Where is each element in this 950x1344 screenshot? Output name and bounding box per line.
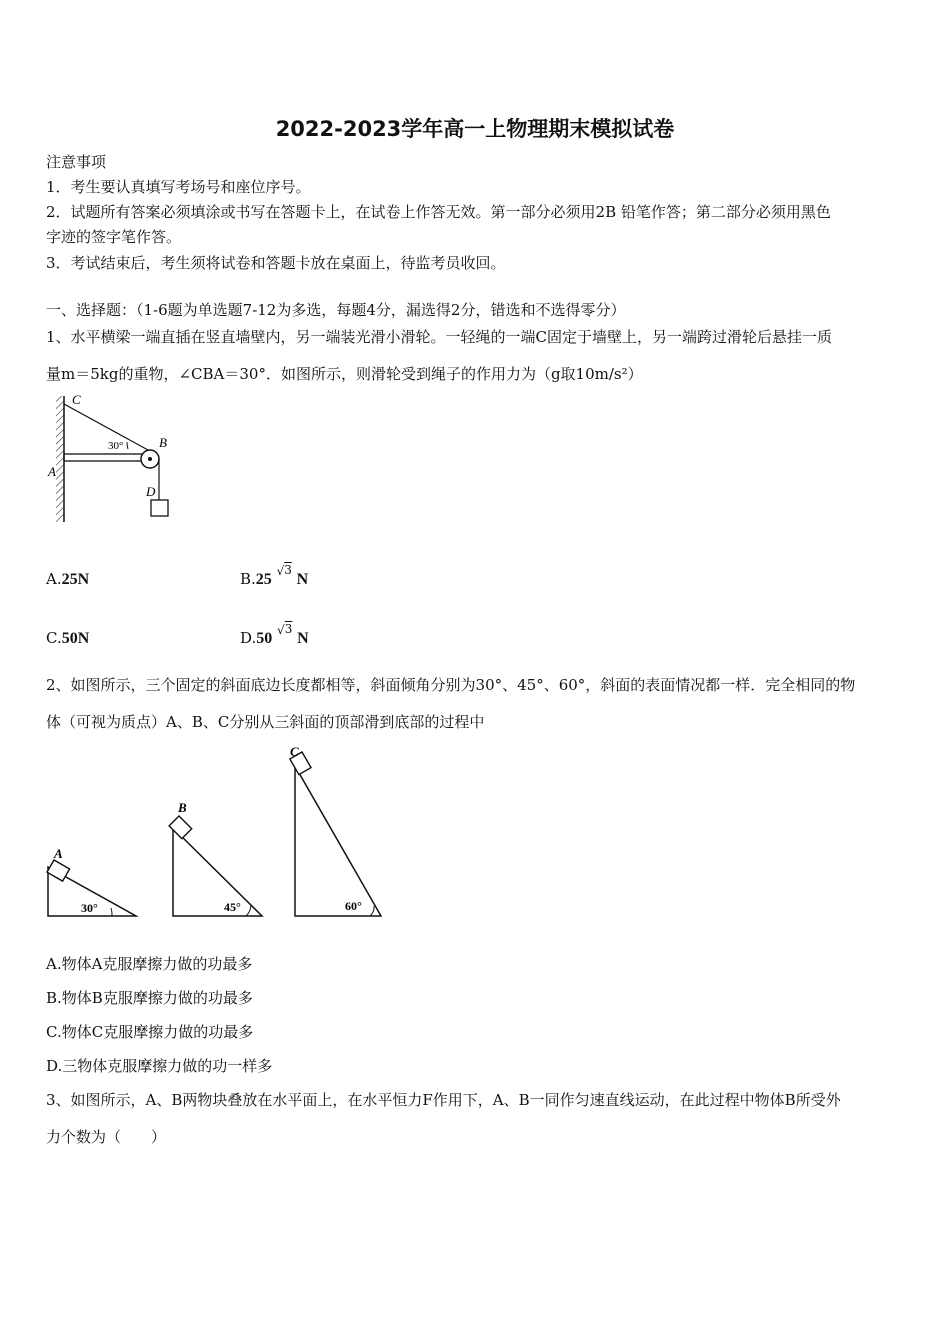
label-a: A bbox=[54, 846, 63, 861]
option-d: D.三物体克服摩擦力做的功一样多 bbox=[46, 1057, 273, 1075]
angle-label: 30° bbox=[108, 440, 124, 452]
notice-heading: 注意事项 bbox=[46, 153, 107, 171]
question-1-text: 量m＝5kg的重物，∠CBA＝30°．如图所示，则滑轮受到绳子的作用力为（g取10m/s²） bbox=[46, 365, 643, 383]
label-d: D bbox=[146, 484, 156, 499]
option-a: A.物体A克服摩擦力做的功最多 bbox=[46, 955, 253, 973]
notice-item: 1．考生要认真填写考场号和座位序号。 bbox=[46, 178, 311, 196]
sqrt-symbol: √3 bbox=[276, 563, 292, 578]
option-c: C.50N bbox=[46, 629, 90, 647]
label-b: B bbox=[159, 435, 167, 450]
label-c: C bbox=[290, 744, 299, 759]
option-d: D.50 $^{√3}$ N bbox=[240, 622, 309, 647]
sqrt-symbol: √3 bbox=[277, 622, 293, 637]
question-3-text: 力个数为（ ） bbox=[46, 1128, 167, 1146]
notice-item: 2．试题所有答案必须填涂或书写在答题卡上，在试卷上作答无效。第一部分必须用2B 铅笔作答；第二部分必须用黑色 bbox=[46, 203, 831, 221]
angle-45: 45° bbox=[224, 900, 241, 914]
label-c: C bbox=[72, 392, 81, 407]
option-c: C.物体C克服摩擦力做的功最多 bbox=[46, 1023, 254, 1041]
question-3-text: 3、如图所示，A、B两物块叠放在水平面上，在水平恒力F作用下，A、B一同作匀速直线运动，在此过程中物体B所受外 bbox=[46, 1091, 841, 1109]
question-2-text: 体（可视为质点）A、B、C分别从三斜面的顶部滑到底部的过程中 bbox=[46, 713, 485, 731]
angle-60: 60° bbox=[345, 899, 362, 913]
pulley-figure bbox=[44, 392, 184, 527]
option-b: B.物体B克服摩擦力做的功最多 bbox=[46, 989, 253, 1007]
section-heading: 一、选择题：（1-6题为单选题7-12为多选，每题4分，漏选得2分，错选和不选得零分） bbox=[46, 301, 626, 319]
inclines-figure bbox=[40, 740, 390, 925]
option-b: B.25 $^{√3}$ N bbox=[240, 563, 309, 588]
label-a: A bbox=[48, 464, 56, 479]
angle-30: 30° bbox=[81, 901, 98, 915]
page-title: 2022-2023学年高一上物理期末模拟试卷 bbox=[275, 117, 675, 141]
notice-item: 3．考试结束后，考生须将试卷和答题卡放在桌面上，待监考员收回。 bbox=[46, 254, 506, 272]
question-2-text: 2、如图所示，三个固定的斜面底边长度都相等，斜面倾角分别为30°、45°、60°，斜面的表面情况都一样．完全相同的物 bbox=[46, 676, 856, 694]
notice-item: 字迹的签字笔作答。 bbox=[46, 228, 182, 246]
label-b: B bbox=[178, 800, 187, 815]
option-a: A.25N bbox=[46, 570, 90, 588]
question-1-text: 1、水平横梁一端直插在竖直墙壁内，另一端装光滑小滑轮。一轻绳的一端C固定于墙壁上，另一端跨过滑轮后悬挂一质 bbox=[46, 328, 833, 346]
